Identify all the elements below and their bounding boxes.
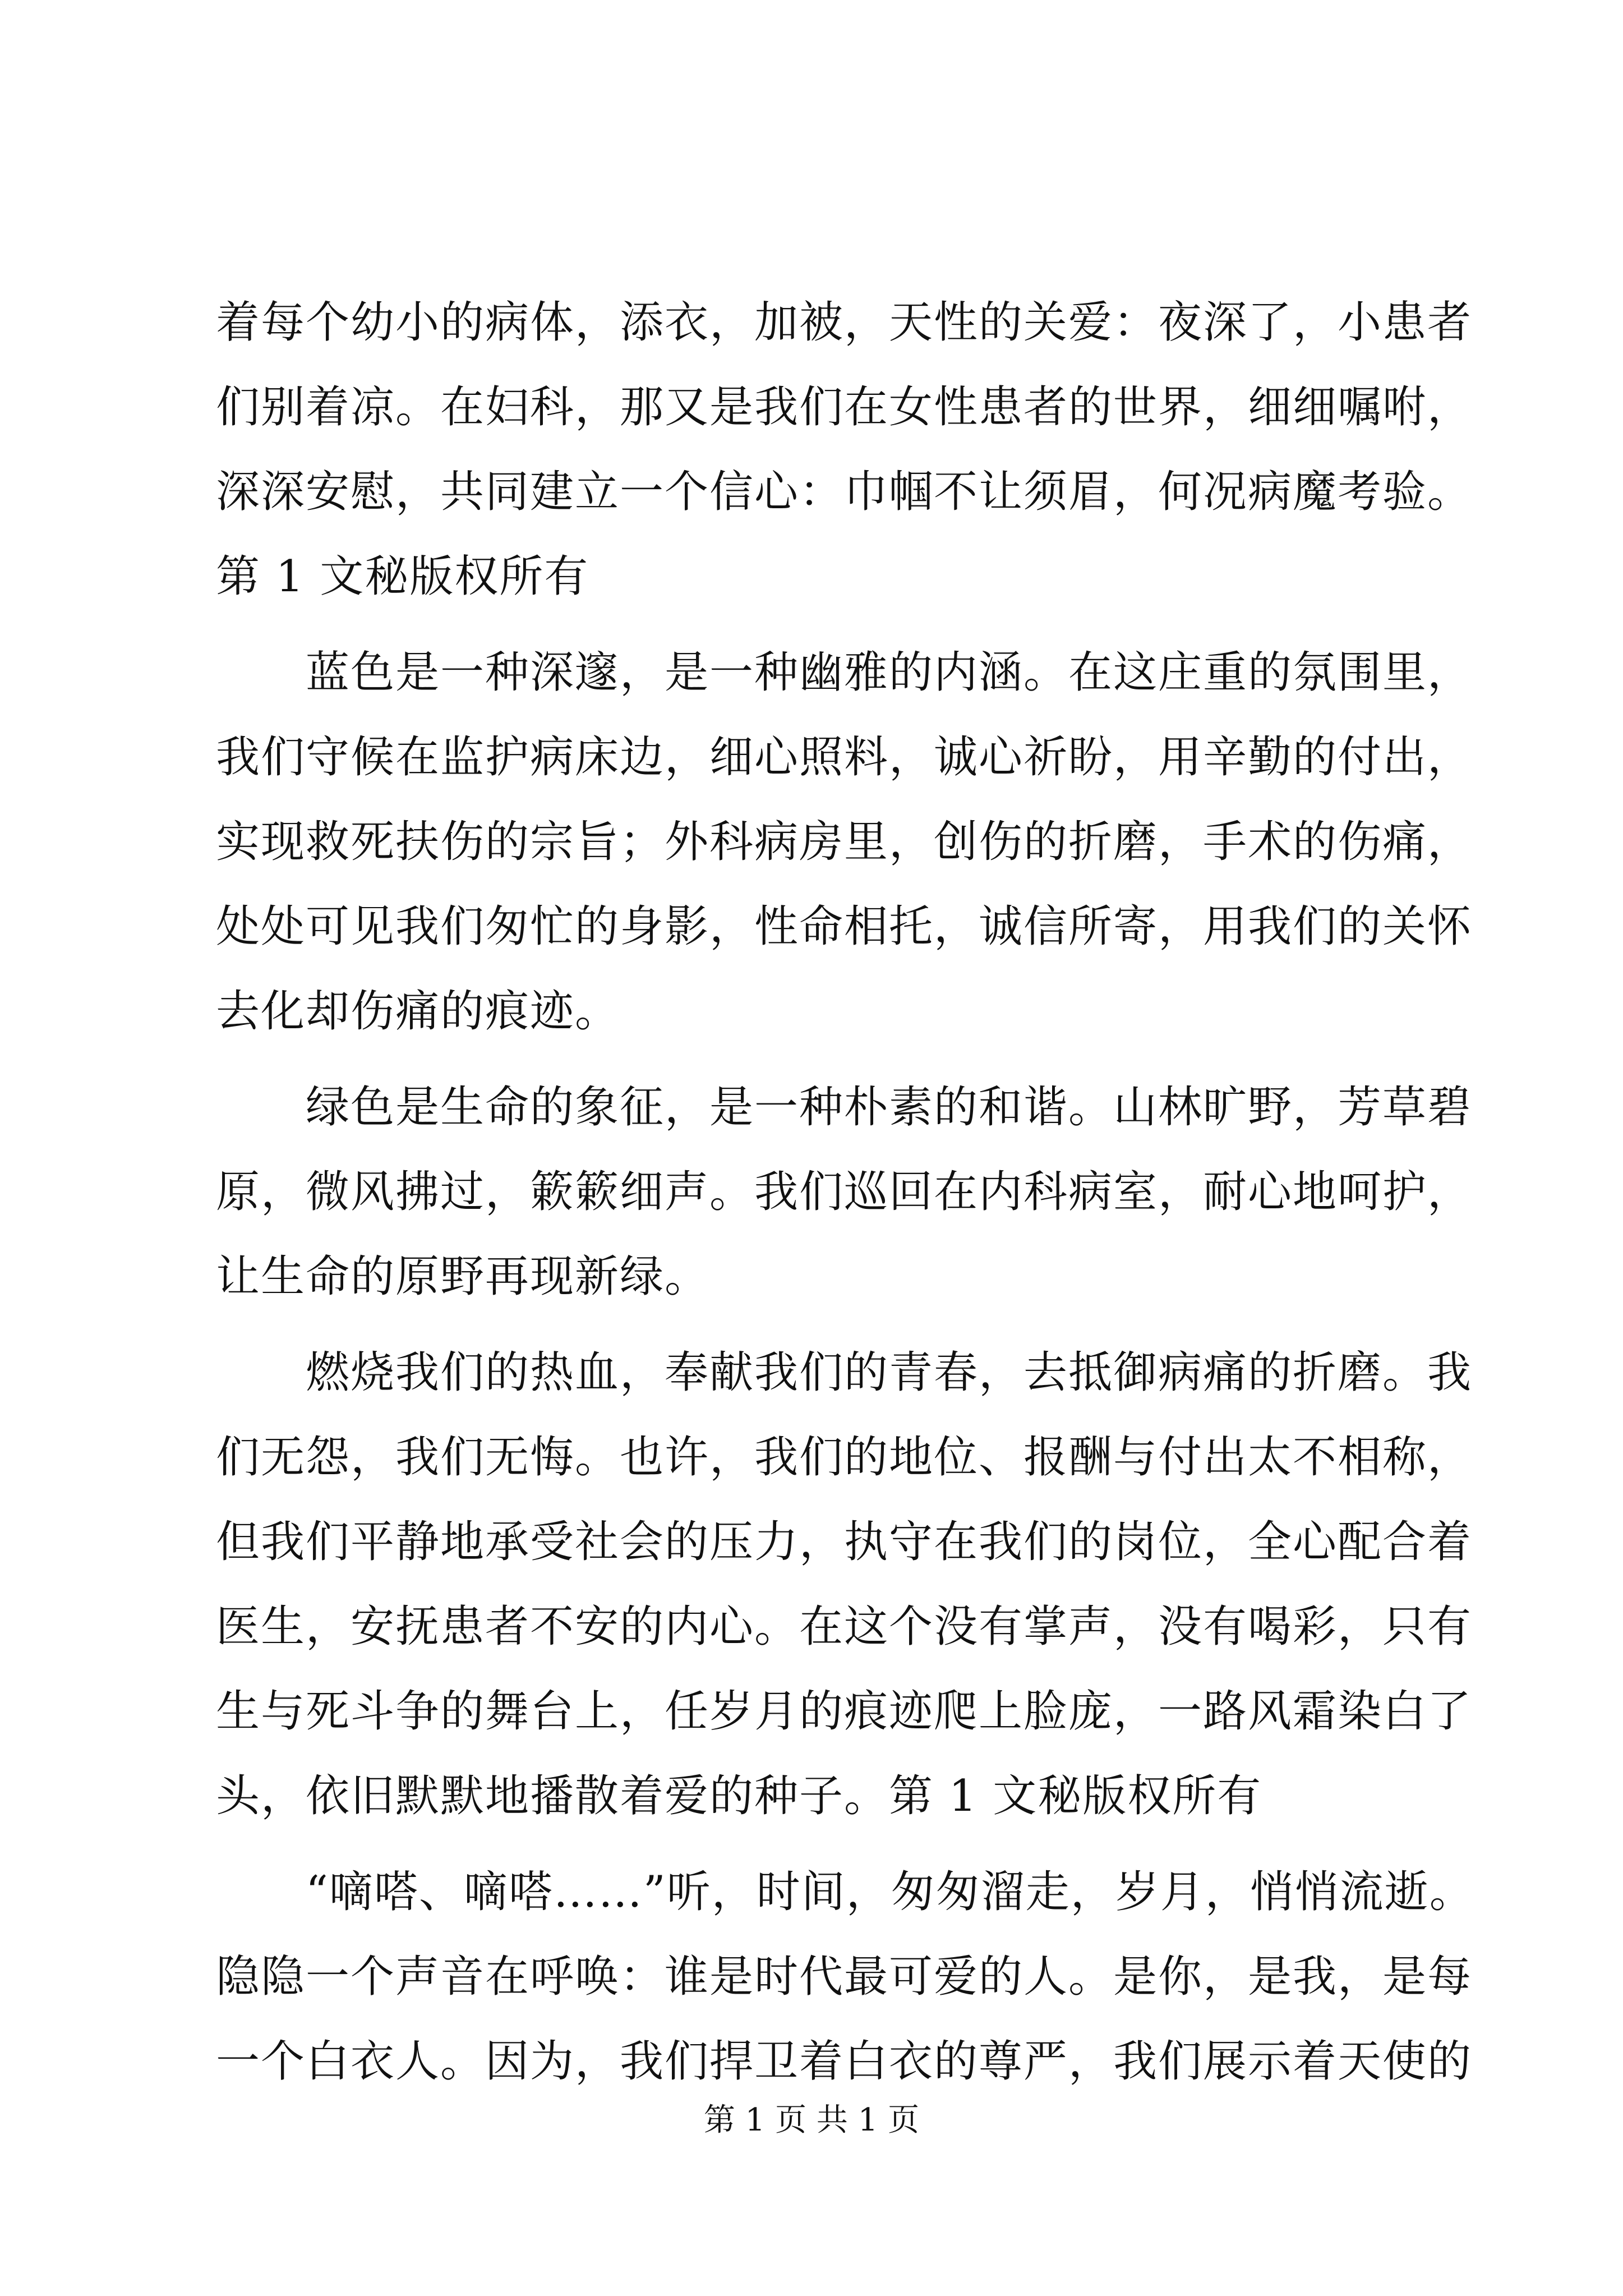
text-line: 原，微风拂过，簌簌细声。我们巡回在内科病室，耐心地呵护， — [216, 1167, 1473, 1217]
page-number-footer: 第 1 页 共 1 页 — [703, 2102, 920, 2138]
text-line: 一个白衣人。因为，我们捍卫着白衣的尊严，我们展示着天使的 — [216, 2036, 1473, 2087]
text-line: 处处可见我们匆忙的身影，性命相托，诚信所寄，用我们的关怀 — [216, 901, 1473, 952]
text-line: 我们守候在监护病床边，细心照料，诚心祈盼，用辛勤的付出， — [216, 732, 1473, 783]
paragraph-first-line: 燃烧我们的热血，奉献我们的青春，去抵御病痛的折磨。我 — [306, 1347, 1473, 1398]
paragraph-first-line: “嘀嗒、嘀嗒……”听，时间，匆匆溜走，岁月，悄悄流逝。 — [306, 1867, 1474, 1917]
text-line: 着每个幼小的病体，添衣，加被，天性的关爱：夜深了，小患者 — [216, 297, 1473, 348]
text-line: 但我们平静地承受社会的压力，执守在我们的岗位，全心配合着 — [216, 1517, 1473, 1567]
text-line: 隐隐一个声音在呼唤：谁是时代最可爱的人。是你，是我，是每 — [216, 1952, 1473, 2002]
paragraph-first-line: 绿色是生命的象征，是一种朴素的和谐。山林旷野，芳草碧 — [306, 1082, 1473, 1133]
text-line: 们别着凉。在妇科，那又是我们在女性患者的世界，细细嘱咐， — [216, 382, 1473, 432]
text-line: 深深安慰，共同建立一个信心：巾帼不让须眉，何况病魔考验。 — [216, 467, 1473, 517]
text-line: 实现救死扶伤的宗旨；外科病房里，创伤的折磨，手术的伤痛， — [216, 817, 1473, 867]
text-line: 去化却伤痛的痕迹。 — [216, 986, 620, 1037]
text-line: 第 1 文秘版权所有 — [216, 551, 589, 602]
text-line: 让生命的原野再现新绿。 — [216, 1251, 710, 1302]
text-line: 们无怨，我们无悔。也许，我们的地位、报酬与付出太不相称， — [216, 1432, 1473, 1483]
text-line: 生与死斗争的舞台上，任岁月的痕迹爬上脸庞，一路风霜染白了 — [216, 1686, 1473, 1737]
document-body — [216, 280, 1474, 2104]
text-line: 医生，安抚患者不安的内心。在这个没有掌声，没有喝彩，只有 — [216, 1602, 1473, 1652]
text-line: 头，依旧默默地播散着爱的种子。第 1 文秘版权所有 — [216, 1771, 1262, 1821]
paragraph-first-line: 蓝色是一种深邃，是一种幽雅的内涵。在这庄重的氛围里， — [306, 647, 1473, 698]
